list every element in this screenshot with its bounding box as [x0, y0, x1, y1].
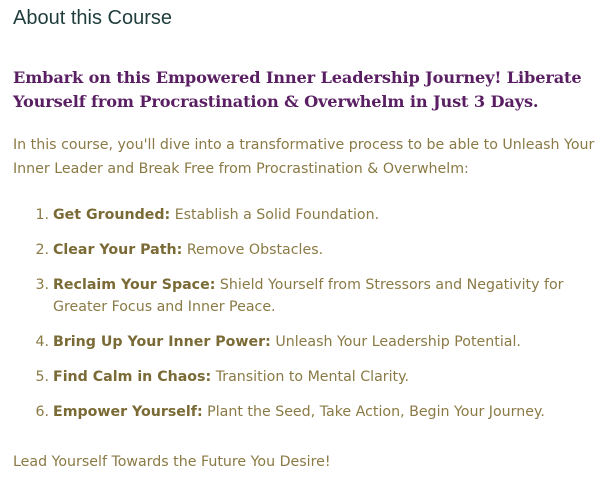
step-description: Establish a Solid Foundation. — [170, 207, 380, 223]
step-description: Unleash Your Leadership Potential. — [270, 334, 521, 350]
step-title: Get Grounded: — [53, 207, 171, 223]
step-title: Reclaim Your Space: — [53, 277, 216, 293]
step-number: 5. — [35, 369, 49, 385]
step-title: Empower Yourself: — [53, 404, 203, 420]
step-number: 4. — [35, 334, 49, 350]
course-step — [13, 331, 593, 353]
course-step — [13, 274, 593, 318]
step-description: Plant the Seed, Take Action, Begin Your Journey. — [202, 404, 545, 420]
step-title: Clear Your Path: — [53, 242, 183, 258]
course-step — [13, 204, 593, 226]
step-number: 1. — [35, 207, 49, 223]
step-description: Transition to Mental Clarity. — [211, 369, 409, 385]
step-number: 2. — [35, 242, 49, 258]
course-step — [13, 401, 593, 423]
course-step — [13, 366, 593, 388]
step-title: Bring Up Your Inner Power: — [53, 334, 271, 350]
course-intro: In this course, you'll dive into a transformative process to be able to Unleash Your Inner Leader and Break Free from Procrastination & Overwhelm: — [13, 137, 595, 177]
closing-statement: Lead Yourself Towards the Future You Desire! — [13, 454, 331, 470]
step-title: Find Calm in Chaos: — [53, 369, 212, 385]
step-number: 6. — [35, 404, 49, 420]
course-steps-list — [13, 204, 593, 436]
step-description: Remove Obstacles. — [182, 242, 324, 258]
course-headline: Embark on this Empowered Inner Leadership Journey! Liberate Yourself from Procrastination & Overwhelm in Just 3 Days. — [13, 68, 582, 111]
step-description: Shield Yourself from Stressors and Negativity for Greater Focus and Inner Peace. — [53, 277, 564, 315]
section-title: About this Course — [13, 7, 172, 29]
course-step — [13, 239, 593, 261]
step-number: 3. — [35, 277, 49, 293]
